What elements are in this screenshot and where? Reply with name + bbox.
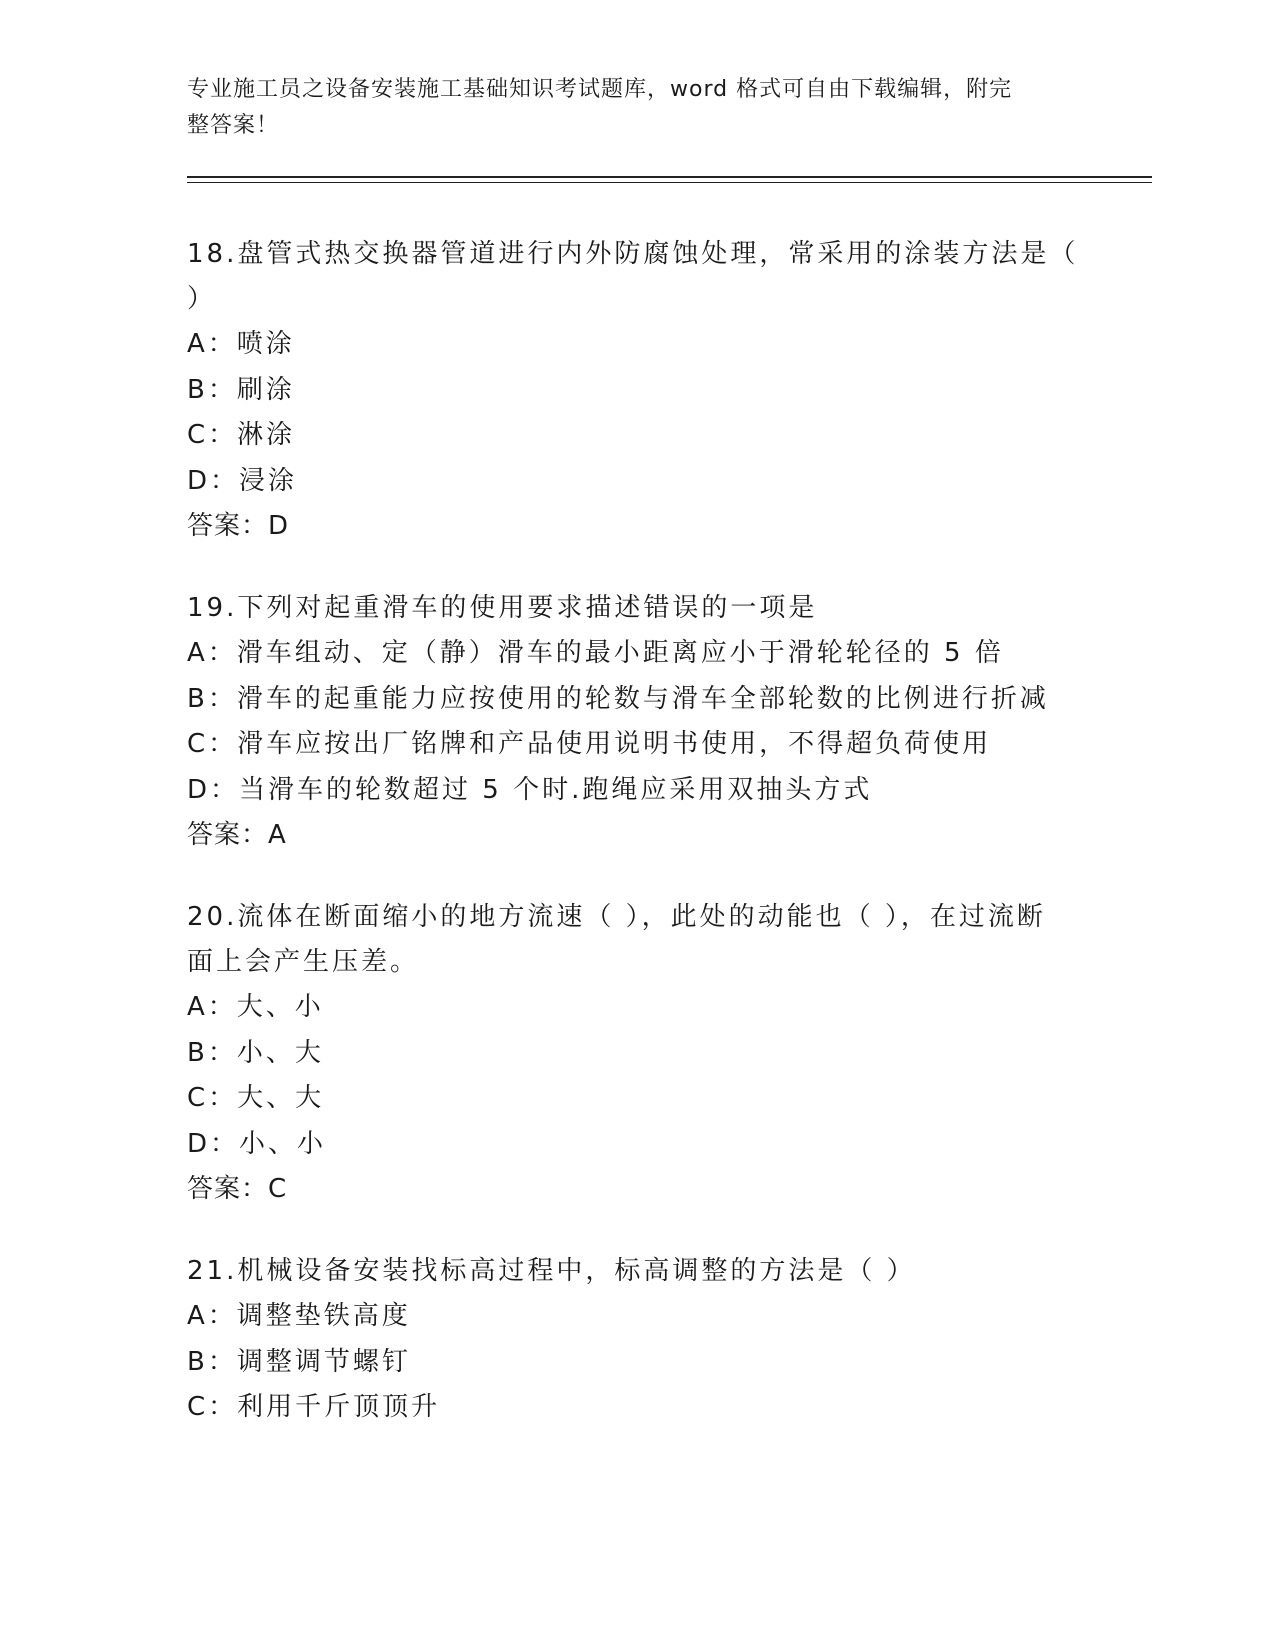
question-text: 20.流体在断面缩小的地方流速（ ），此处的动能也（ ），在过流断 bbox=[187, 902, 1046, 932]
question-18 bbox=[187, 232, 1087, 549]
question-21 bbox=[187, 1249, 1087, 1431]
option-d: D：小、小 bbox=[187, 1128, 327, 1159]
question-20 bbox=[187, 895, 1087, 1212]
document-header bbox=[187, 72, 1067, 144]
option-a: A：大、小 bbox=[187, 992, 324, 1022]
option-b: B：小、大 bbox=[187, 1037, 324, 1068]
header-line-2: 整答案！ bbox=[187, 113, 280, 138]
question-list bbox=[187, 232, 1087, 1468]
option-c: C：利用千斤顶顶升 bbox=[187, 1392, 441, 1422]
option-b: B：调整调节螺钉 bbox=[187, 1346, 411, 1377]
header-line-1: 专业施工员之设备安装施工基础知识考试题库，word 格式可自由下载编辑，附完 bbox=[187, 77, 1013, 102]
answer-line: 答案：A bbox=[187, 820, 287, 850]
option-b: B：滑车的起重能力应按使用的轮数与滑车全部轮数的比例进行折减 bbox=[187, 683, 1049, 714]
option-c: C：大、大 bbox=[187, 1083, 325, 1113]
answer-line: 答案：C bbox=[187, 1174, 288, 1204]
question-text: 18.盘管式热交换器管道进行内外防腐蚀处理，常采用的涂装方法是（ bbox=[187, 239, 1079, 269]
question-text: 21.机械设备安装找标高过程中，标高调整的方法是（ ） bbox=[187, 1256, 916, 1286]
header-divider-thick bbox=[187, 176, 1152, 178]
question-text: ） bbox=[187, 284, 217, 314]
option-c: C：滑车应按出厂铭牌和产品使用说明书使用，不得超负荷使用 bbox=[187, 729, 992, 759]
option-a: A：滑车组动、定（静）滑车的最小距离应小于滑轮轮径的 5 倍 bbox=[187, 638, 1004, 668]
header-divider-thin bbox=[187, 182, 1152, 183]
option-b: B：刷涂 bbox=[187, 374, 295, 405]
answer-line: 答案：D bbox=[187, 511, 290, 541]
question-text: 19.下列对起重滑车的使用要求描述错误的一项是 bbox=[187, 593, 818, 623]
option-a: A：喷涂 bbox=[187, 329, 295, 359]
option-c: C：淋涂 bbox=[187, 420, 296, 450]
option-a: A：调整垫铁高度 bbox=[187, 1301, 411, 1331]
option-d: D：当滑车的轮数超过 5 个时.跑绳应采用双抽头方式 bbox=[187, 774, 873, 805]
question-text: 面上会产生压差。 bbox=[187, 947, 420, 977]
question-19 bbox=[187, 586, 1087, 858]
option-d: D：浸涂 bbox=[187, 465, 298, 496]
